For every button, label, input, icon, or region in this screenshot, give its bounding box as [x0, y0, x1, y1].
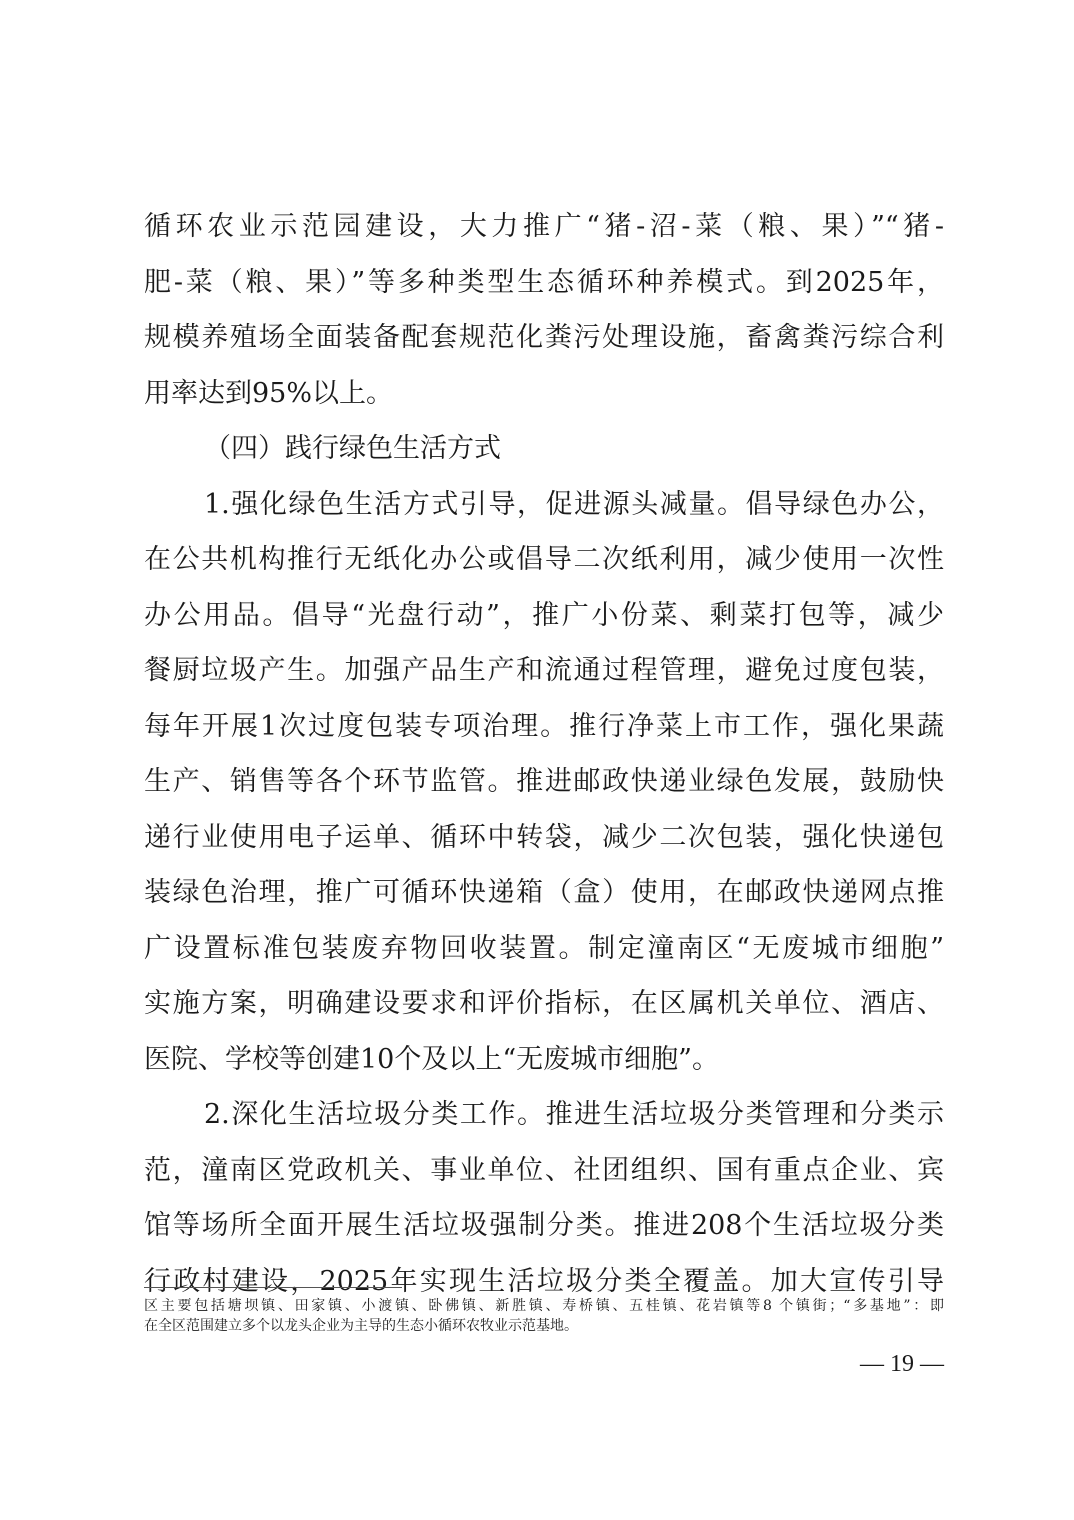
text-line: 行政村建设，2025年实现生活垃圾分类全覆盖。加大宣传引导	[144, 1265, 944, 1297]
section-heading: （四）践行绿色生活方式	[204, 433, 501, 464]
paragraph-circular-agriculture	[144, 199, 944, 421]
text-line: 范，潼南区党政机关、事业单位、社团组织、国有重点企业、宾	[144, 1154, 944, 1186]
text-line: 装绿色治理，推广可循环快递箱（盒）使用，在邮政快递网点推	[144, 877, 944, 908]
text-line: 肥-菜（粮、果）”等多种类型生态循环种养模式。到2025年，	[144, 266, 944, 298]
text-line: 医院、学校等创建10个及以上“无废城市细胞”。	[144, 1043, 719, 1075]
footnote-divider	[144, 1287, 402, 1288]
text-line: 馆等场所全面开展生活垃圾强制分类。推进208个生活垃圾分类	[144, 1210, 944, 1241]
text-line: 广设置标准包装废弃物回收装置。制定潼南区“无废城市细胞”	[144, 932, 944, 964]
text-line: 餐厨垃圾产生。加强产品生产和流通过程管理，避免过度包装，	[144, 655, 944, 686]
footnote	[144, 1296, 944, 1336]
text-line: 1.强化绿色生活方式引导，促进源头减量。倡导绿色办公，	[204, 488, 944, 520]
text-line: 办公用品。倡导“光盘行动”，推广小份菜、剩菜打包等，减少	[144, 599, 944, 631]
text-line: 循环农业示范园建设，大力推广“猪-沼-菜（粮、果）”“猪-	[144, 211, 944, 242]
footnote-line: 在全区范围建立多个以龙头企业为主导的生态小循环农牧业示范基地。	[144, 1318, 578, 1334]
text-line: 生产、销售等各个环节监管。推进邮政快递业绿色发展，鼓励快	[144, 766, 944, 797]
paragraph-waste-sorting	[144, 1087, 944, 1309]
text-line: 2.深化生活垃圾分类工作。推进生活垃圾分类管理和分类示	[204, 1099, 944, 1130]
text-line: 规模养殖场全面装备配套规范化粪污处理设施，畜禽粪污综合利	[144, 322, 944, 353]
body-text	[144, 199, 944, 1309]
page-number: — 19 —	[860, 1351, 944, 1377]
paragraph-green-lifestyle	[144, 477, 944, 1088]
footnote-line: 区主要包括塘坝镇、田家镇、小渡镇、卧佛镇、新胜镇、寿桥镇、五桂镇、花岩镇等8 个镇街；“多基地”：即	[144, 1298, 944, 1314]
text-line: 在公共机构推行无纸化办公或倡导二次纸利用，减少使用一次性	[144, 544, 944, 575]
text-line: 实施方案，明确建设要求和评价指标，在区属机关单位、酒店、	[144, 988, 944, 1019]
text-line: 递行业使用电子运单、循环中转袋，减少二次包装，强化快递包	[144, 821, 944, 853]
text-line: 用率达到95%以上。	[144, 377, 394, 409]
text-line: 每年开展1次过度包装专项治理。推行净菜上市工作，强化果蔬	[144, 710, 944, 742]
